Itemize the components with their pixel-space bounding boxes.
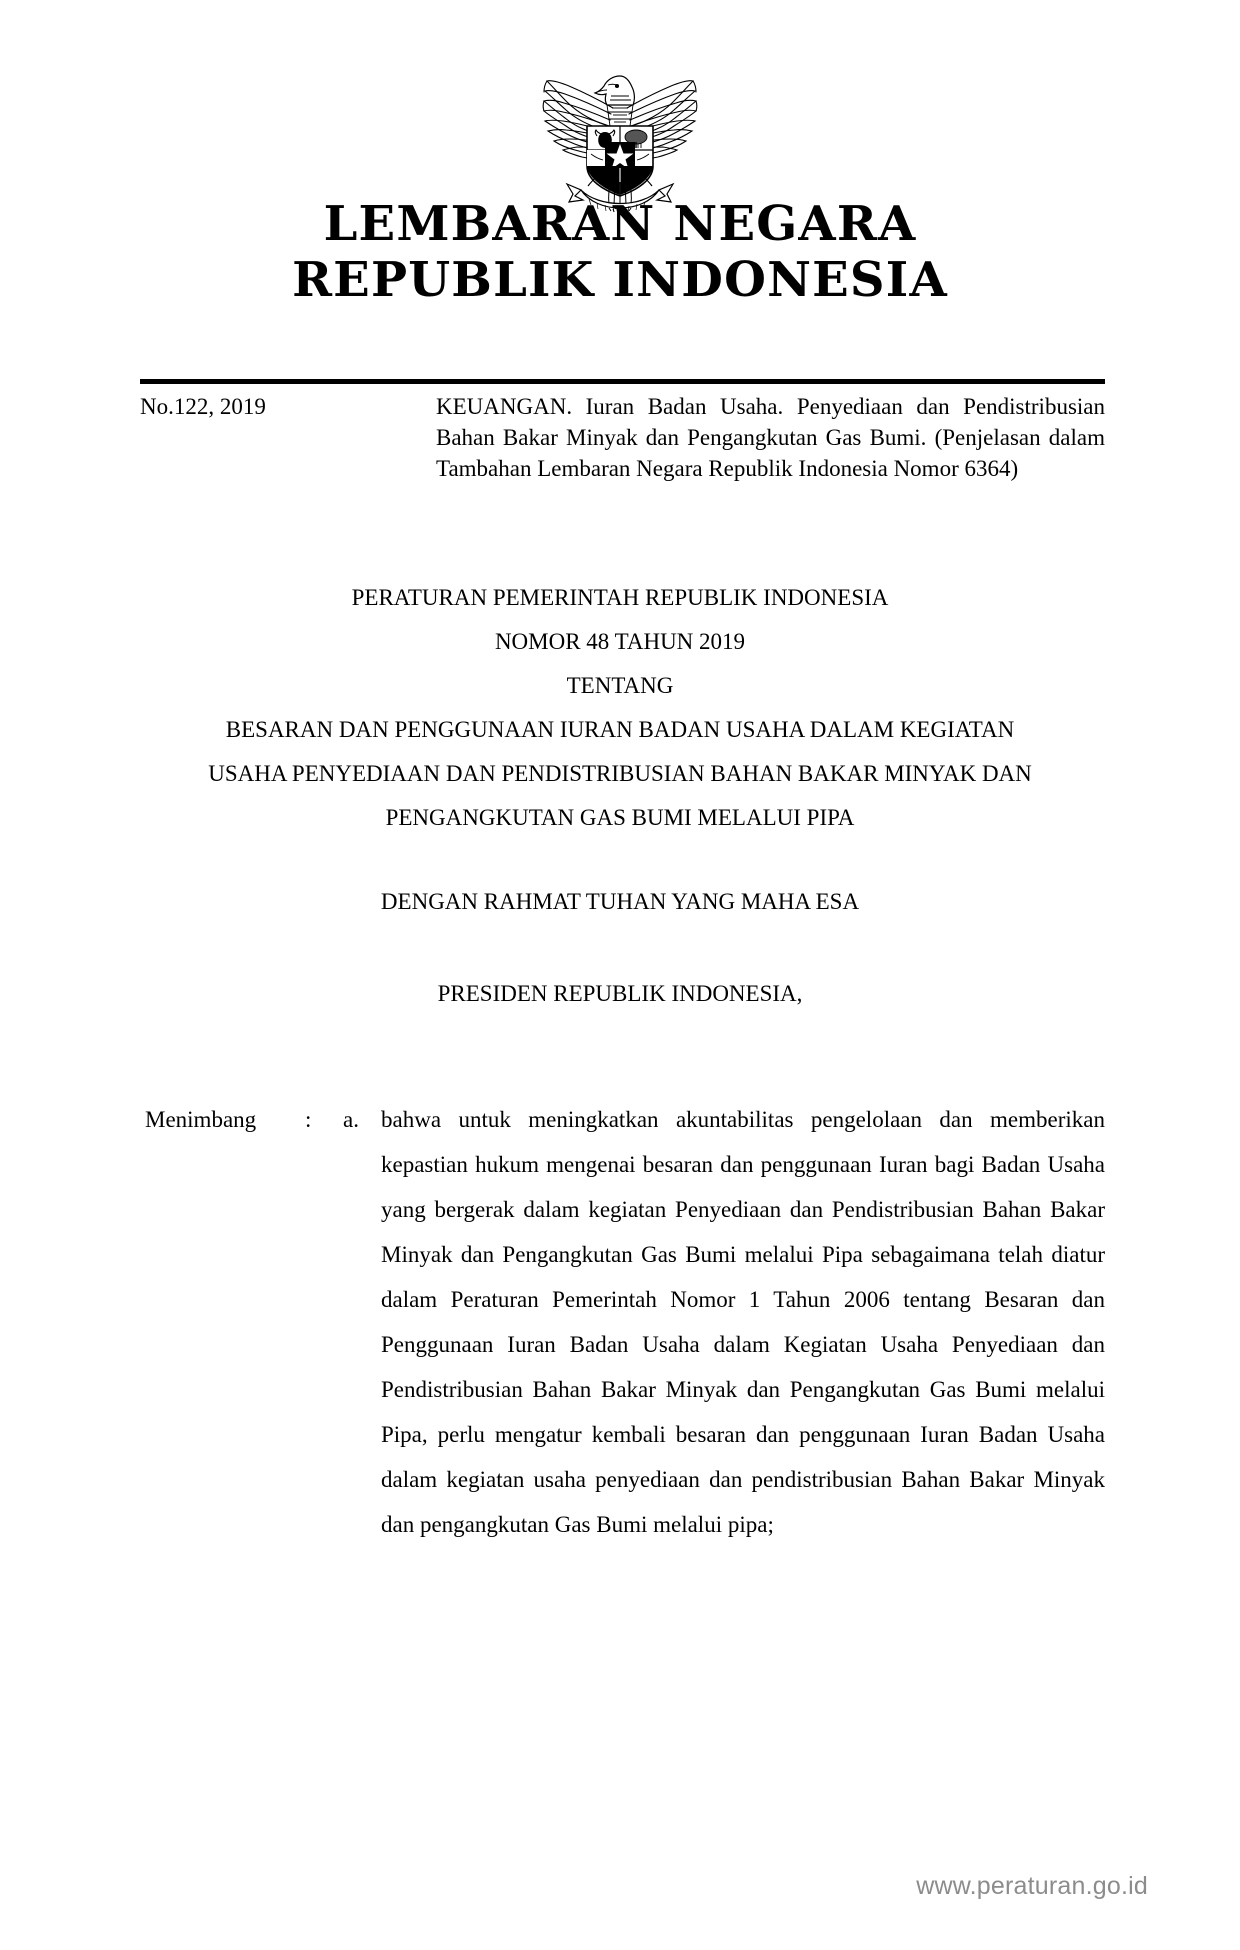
preamble-blessing: DENGAN RAHMAT TUHAN YANG MAHA ESA: [380, 889, 860, 914]
preamble-block: [0, 880, 1240, 1016]
preamble-spacer: [0, 924, 1240, 972]
considerations-colon: :: [305, 1107, 312, 1132]
footer-watermark: www.peraturan.go.id: [916, 1872, 1148, 1900]
regulation-title-block: [0, 576, 1240, 840]
regulation-about-label: TENTANG: [566, 673, 674, 698]
consideration-item-marker: a.: [343, 1107, 359, 1132]
masthead-line-2: REPUBLIK INDONESIA: [292, 252, 948, 308]
masthead-line-1: LEMBARAN NEGARA: [323, 196, 917, 252]
regulation-authority: PERATURAN PEMERINTAH REPUBLIK INDONESIA: [351, 585, 889, 610]
consideration-item-text: bahwa untuk meningkatkan akuntabilitas pengelolaan dan memberikan kepastian hukum mengenai besaran dan penggunaan Iuran bagi Badan Usaha yang bergerak dalam kegiatan Penyediaan dan Pendistribusian Bahan Bakar Minyak dan Pengangkutan Gas Bumi melalui Pipa sebagaimana telah diatur dalam Peraturan Pemerintah Nomor 1 Tahun 2006 tentang Besaran dan Penggunaan Iuran Badan Usaha dalam Kegiatan Usaha Penyediaan dan Pendistribusian Bahan Bakar Minyak dan Pengangkutan Gas Bumi melalui Pipa, perlu mengatur kembali besaran dan penggunaan Iuran Badan Usaha dalam kegiatan usaha penyediaan dan pendistribusian Bahan Bakar Minyak dan pengangkutan Gas Bumi melalui pipa;: [381, 1107, 1105, 1537]
footer: [0, 1872, 1240, 1901]
masthead-divider: [140, 379, 1105, 384]
masthead-title: [0, 196, 1240, 308]
regulation-number: NOMOR 48 TAHUN 2019: [494, 629, 746, 654]
considerations-label: Menimbang: [145, 1107, 257, 1132]
gazette-number: No.122, 2019: [140, 394, 266, 419]
considerations-block: [145, 1097, 1105, 1547]
regulation-subject-line-3: PENGANGKUTAN GAS BUMI MELALUI PIPA: [385, 805, 855, 830]
preamble-signatory: PRESIDEN REPUBLIK INDONESIA,: [437, 981, 803, 1006]
regulation-subject-line-1: BESARAN DAN PENGGUNAAN IURAN BADAN USAHA DALAM KEGIATAN: [225, 717, 1015, 742]
masthead-info-row: [140, 391, 1105, 484]
regulation-subject-line-2: USAHA PENYEDIAAN DAN PENDISTRIBUSIAN BAHAN BAKAR MINYAK DAN: [208, 761, 1032, 786]
gazette-description: KEUANGAN. Iuran Badan Usaha. Penyediaan dan Pendistribusian Bahan Bakar Minyak dan Pengangkutan Gas Bumi. (Penjelasan dalam Tambahan Lembaran Negara Republik Indonesia Nomor 6364): [436, 394, 1105, 481]
